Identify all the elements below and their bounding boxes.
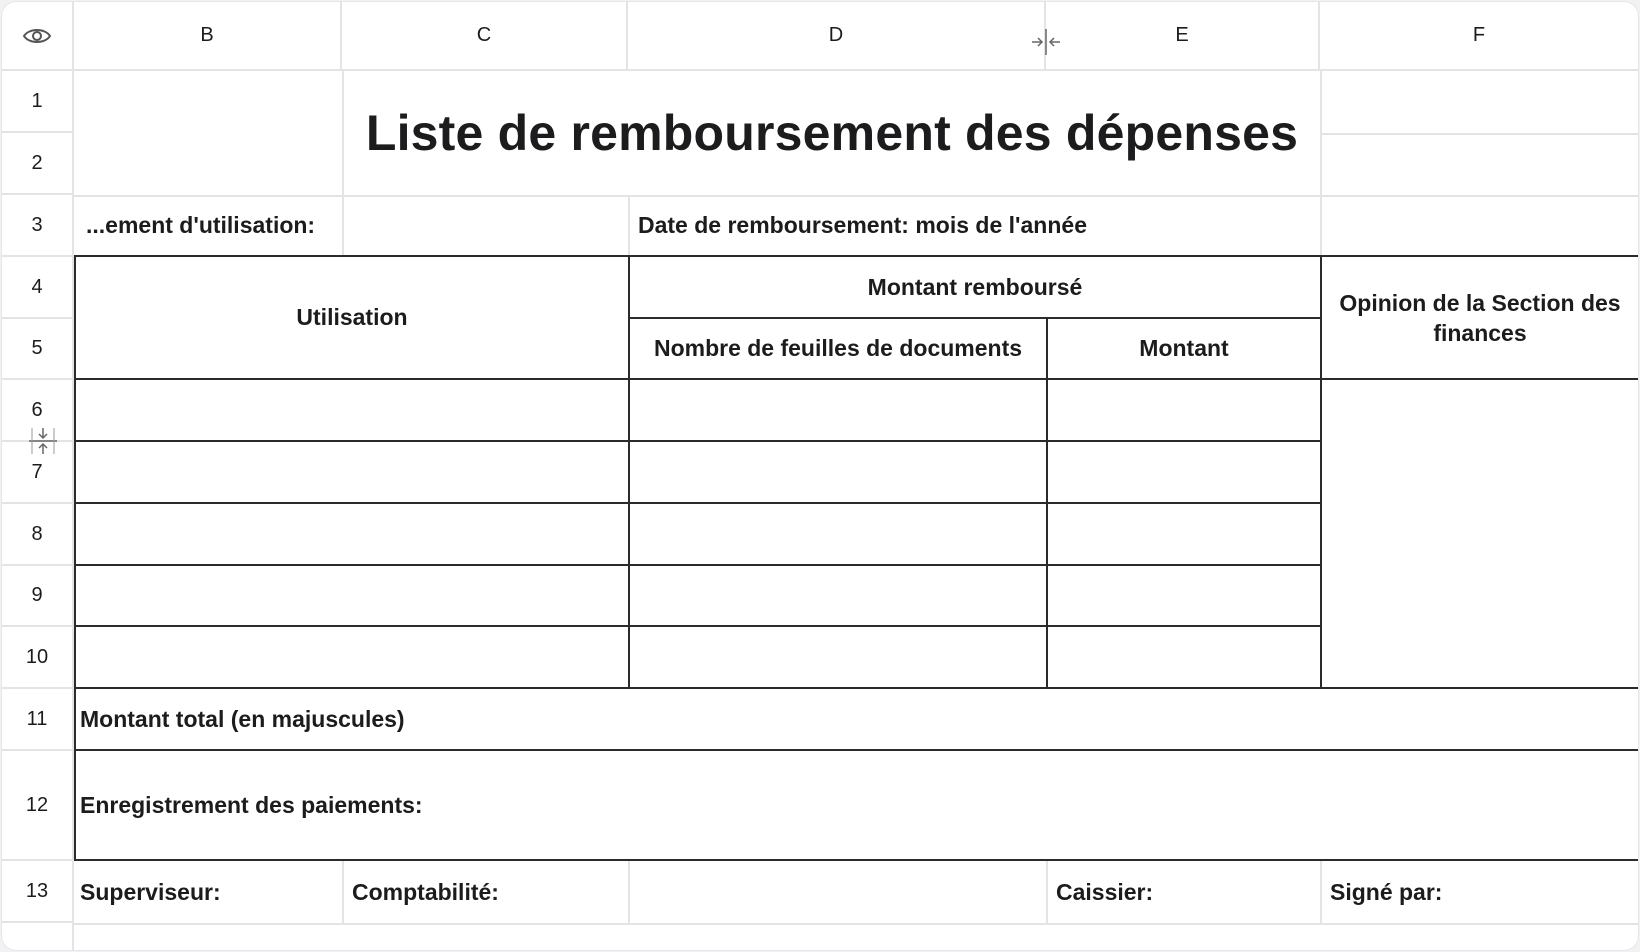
supervisor-cell[interactable]: Superviseur:	[80, 878, 221, 905]
row-header-13[interactable]: 13	[2, 861, 74, 923]
payment-record-cell[interactable]: Enregistrement des paiements:	[80, 791, 423, 818]
data-row[interactable]	[76, 566, 628, 625]
total-amount-cell[interactable]: Montant total (en majuscules)	[80, 705, 405, 732]
row-header-12[interactable]: 12	[2, 751, 74, 861]
row-header-8[interactable]: 8	[2, 504, 74, 566]
corner-header[interactable]	[2, 2, 74, 71]
header-sheet-count-cell[interactable]: Nombre de feuilles de documents	[653, 335, 1023, 361]
header-usage-cell[interactable]: Utilisation	[296, 304, 408, 330]
row-header-empty	[2, 923, 74, 950]
row-header-2[interactable]: 2	[2, 133, 74, 195]
spreadsheet[interactable]	[2, 2, 1638, 950]
header-amount-cell[interactable]: Montant	[1139, 335, 1229, 361]
accounting-cell[interactable]: Comptabilité:	[352, 878, 499, 905]
header-amount-reimbursed-cell[interactable]: Montant remboursé	[867, 273, 1083, 300]
column-header-c[interactable]: C	[342, 2, 628, 71]
row-resize-icon[interactable]	[28, 426, 58, 456]
column-header-b[interactable]: B	[74, 2, 342, 71]
data-row[interactable]	[76, 627, 628, 687]
column-resize-icon[interactable]	[1030, 28, 1062, 56]
data-row[interactable]	[76, 442, 628, 502]
row-header-6[interactable]: 6	[2, 380, 74, 442]
row-header-1[interactable]: 1	[2, 71, 74, 133]
data-row[interactable]	[76, 380, 628, 440]
grid-line	[1320, 71, 1322, 257]
row-header-10[interactable]: 10	[2, 627, 74, 689]
row-header-4[interactable]: 4	[2, 257, 74, 319]
column-header-d[interactable]: D	[628, 2, 1046, 71]
row-header-11[interactable]: 11	[2, 689, 74, 751]
eye-icon[interactable]	[22, 26, 52, 46]
row-header-3[interactable]: 3	[2, 195, 74, 257]
sheet-title[interactable]: Liste de remboursement des dépenses	[365, 105, 1299, 161]
reimbursement-date-cell[interactable]: Date de remboursement: mois de l'année	[638, 211, 1087, 238]
signed-by-cell[interactable]: Signé par:	[1330, 878, 1443, 905]
grid-line	[628, 861, 630, 923]
usage-label-cell[interactable]: ...ement d'utilisation:	[86, 211, 316, 238]
grid-line	[74, 923, 1638, 925]
row-header-7[interactable]: 7	[2, 442, 74, 504]
row-header-5[interactable]: 5	[2, 319, 74, 380]
header-finance-opinion-cell[interactable]: Opinion de la Section des finances	[1339, 289, 1621, 346]
row-header-9[interactable]: 9	[2, 566, 74, 627]
grid-line	[1320, 133, 1638, 135]
finance-opinion-area[interactable]	[1322, 380, 1638, 687]
column-header-f[interactable]: F	[1320, 2, 1638, 71]
cashier-cell[interactable]: Caissier:	[1056, 878, 1154, 905]
column-header-e[interactable]: E	[1046, 2, 1320, 71]
data-row[interactable]	[76, 504, 628, 564]
